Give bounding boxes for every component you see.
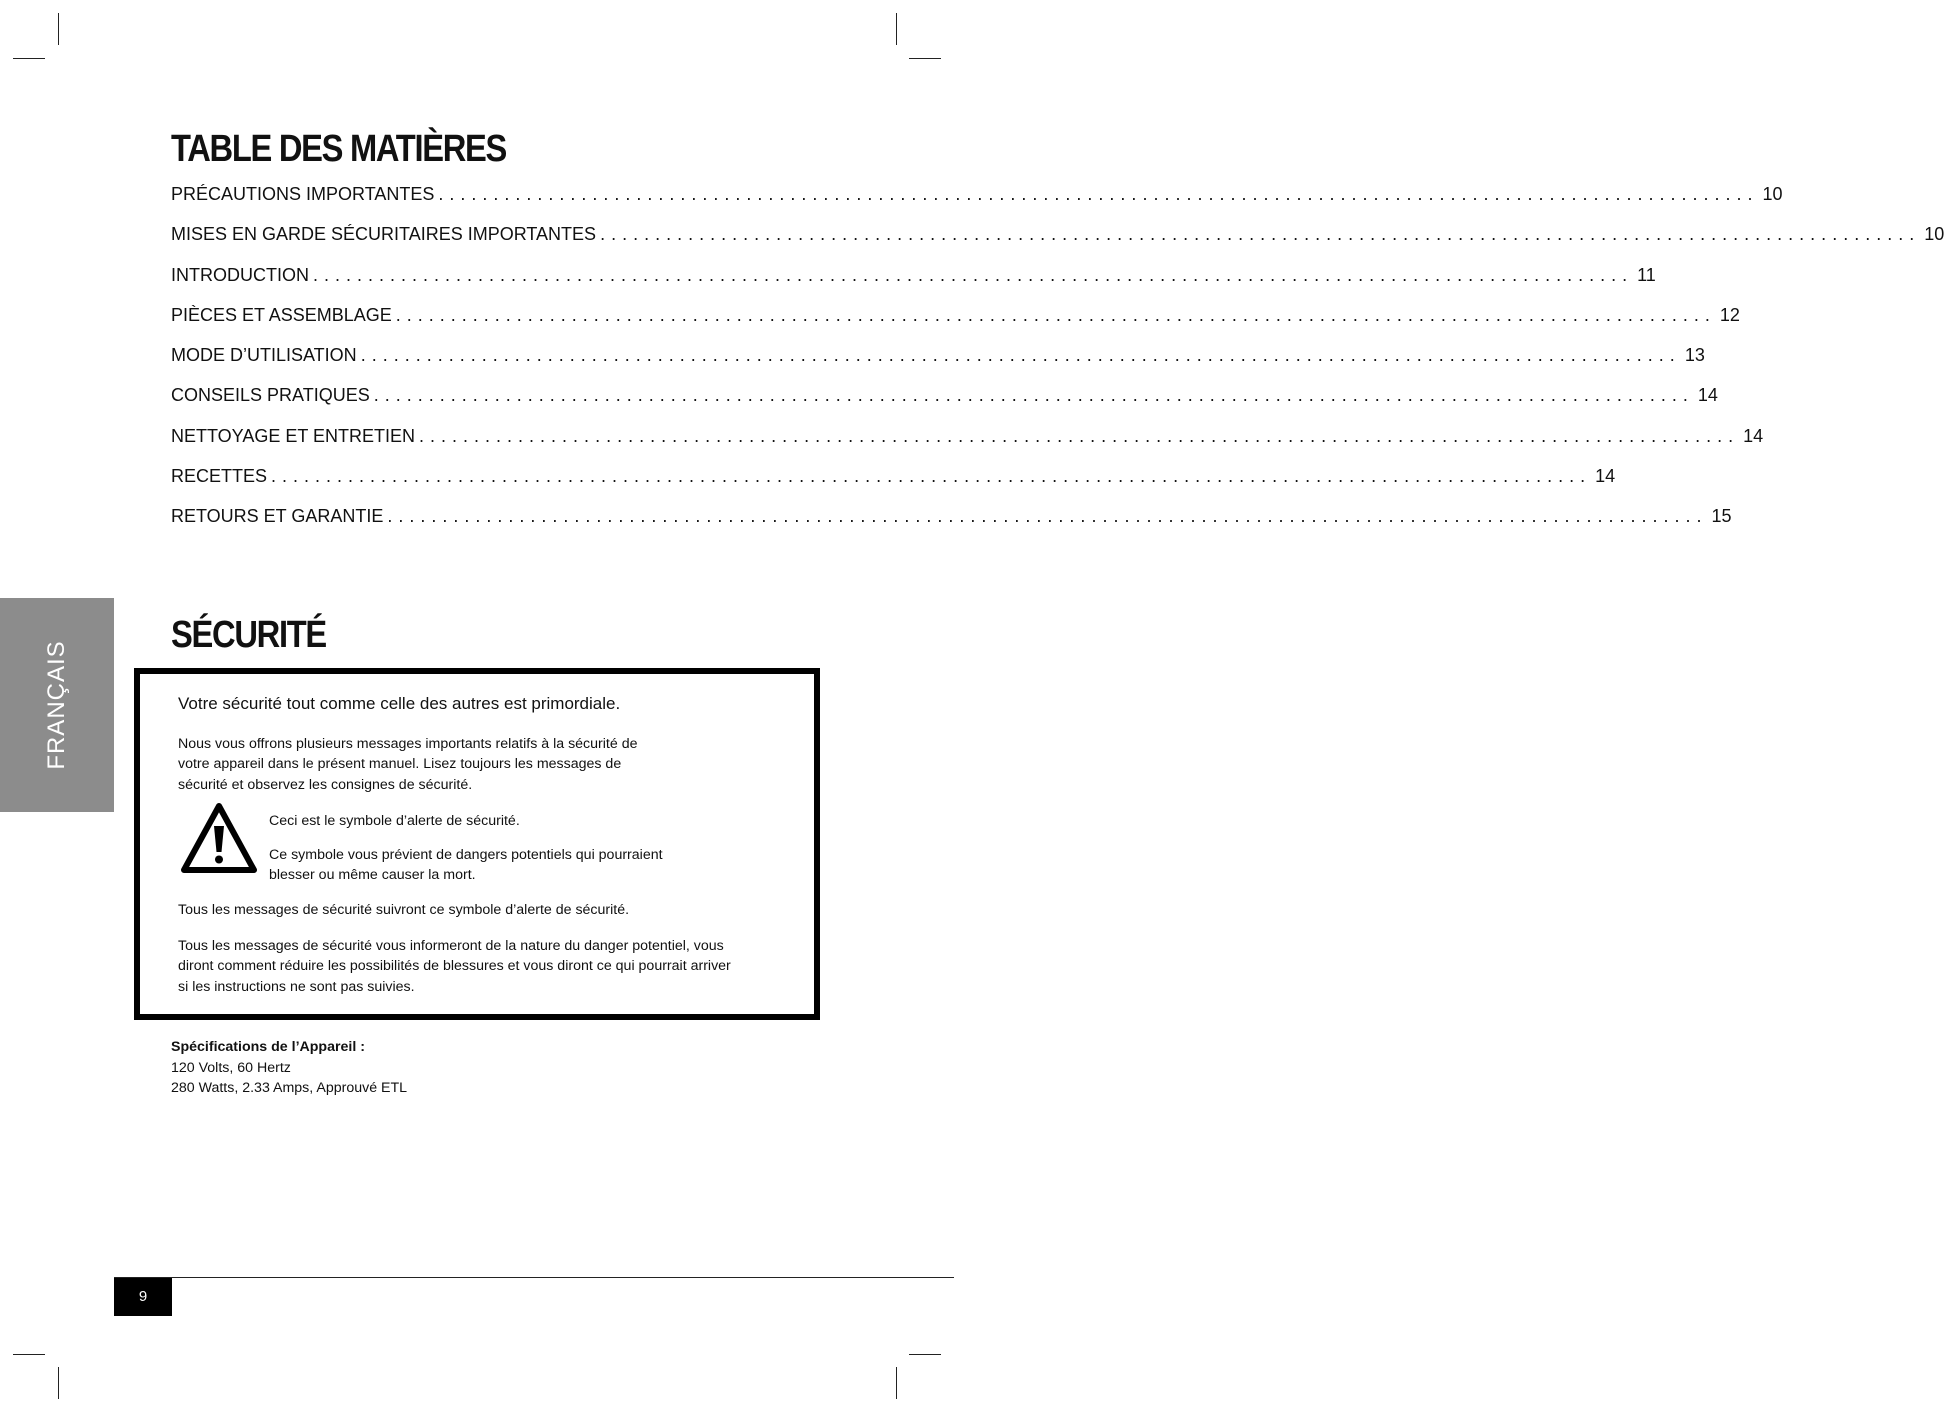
crop-mark [909,58,941,59]
specs-title: Spécifications de l’Appareil : [171,1039,365,1055]
toc-entry-page: 15 [1711,506,1732,527]
toc-entry-label: INTRODUCTION [171,264,309,285]
toc-entry-page: 14 [1595,466,1616,487]
safety-messages-info: Tous les messages de sécurité vous informeront de la nature du danger potentiel, vous diront comment réduire les possibilités de blessures et vous diront ce qui pourrait arriver si les instructions ne sont pas suivies. [178,938,731,995]
toc-entry-label: MISES EN GARDE SÉCURITAIRES IMPORTANTES [171,224,597,245]
language-tab [0,598,114,812]
footer-rule [114,1277,954,1278]
toc-entry-label: RETOURS ET GARANTIE [171,506,384,527]
toc-entry-label: PRÉCAUTIONS IMPORTANTES [171,184,435,204]
toc-entry-label: NETTOYAGE ET ENTRETIEN [171,425,416,446]
crop-mark [896,1367,897,1399]
specs-line: 120 Volts, 60 Hertz [171,1059,291,1076]
language-label: FRANÇAIS [43,640,70,770]
toc-entry-label: RECETTES [171,466,268,487]
toc-entry-page: 14 [1743,425,1764,446]
toc-leader-dots: ........................................................................................................................ [395,304,1716,325]
toc-leader-dots: ........................................................................................................................ [438,184,1759,204]
toc-entry-label: PIÈCES ET ASSEMBLAGE [171,304,392,325]
toc-entry[interactable] [171,345,1705,385]
toc-entry-page: 13 [1684,345,1705,366]
crop-mark [13,1354,45,1355]
symbol-caption: Ceci est le symbole d’alerte de sécurité. [269,813,520,829]
safety-title: SÉCURITÉ [171,614,326,656]
table-of-contents [171,184,1944,547]
safety-lead: Votre sécurité tout comme celle des autres est primordiale. [178,694,621,713]
toc-entry[interactable] [171,425,1764,466]
toc-entry-page: 10 [1924,224,1944,245]
toc-entry[interactable] [171,184,1783,224]
crop-mark [896,13,897,45]
toc-leader-dots: ........................................................................................................................ [313,264,1634,285]
toc-entry[interactable] [171,304,1740,345]
toc-leader-dots: ........................................................................................................................ [271,466,1592,487]
toc-entry[interactable] [171,385,1718,425]
page-number: 9 [114,1278,172,1316]
safety-intro-text: Nous vous offrons plusieurs messages importants relatifs à la sécurité de votre appareil dans le présent manuel. Lisez toujours les messages de sécurité et observez les consignes de sécurité. [178,736,638,793]
crop-mark [909,1354,941,1355]
crop-mark [58,1367,59,1399]
toc-leader-dots: ........................................................................................................................ [387,506,1708,527]
toc-entry-page: 11 [1637,264,1656,285]
toc-leader-dots: ........................................................................................................................ [600,224,1921,245]
toc-leader-dots: ........................................................................................................................ [373,385,1694,406]
toc-entry[interactable] [171,224,1944,264]
safety-messages-note: Tous les messages de sécurité suivront ce symbole d’alerte de sécurité. [178,902,630,918]
toc-entry[interactable] [171,466,1616,506]
toc-title: TABLE DES MATIÈRES [171,128,507,170]
appliance-specs [171,1037,407,1099]
toc-entry-page: 14 [1697,385,1718,406]
safety-box [134,668,820,1020]
specs-line: 280 Watts, 2.33 Amps, Approuvé ETL [171,1080,408,1096]
warning-triangle-icon [180,800,258,876]
toc-entry-label: CONSEILS PRATIQUES [171,385,370,406]
crop-mark [13,58,45,59]
crop-mark [58,13,59,45]
toc-entry-label: MODE D’UTILISATION [171,345,357,366]
toc-leader-dots: ........................................................................................................................ [360,345,1681,366]
toc-entry[interactable] [171,264,1656,305]
toc-entry-page: 12 [1719,304,1740,325]
symbol-description: Ce symbole vous prévient de dangers potentiels qui pourraient blesser ou même causer la mort. [269,847,663,884]
toc-entry[interactable] [171,506,1732,546]
toc-entry-page: 10 [1762,184,1783,204]
toc-leader-dots: ........................................................................................................................ [419,425,1740,446]
